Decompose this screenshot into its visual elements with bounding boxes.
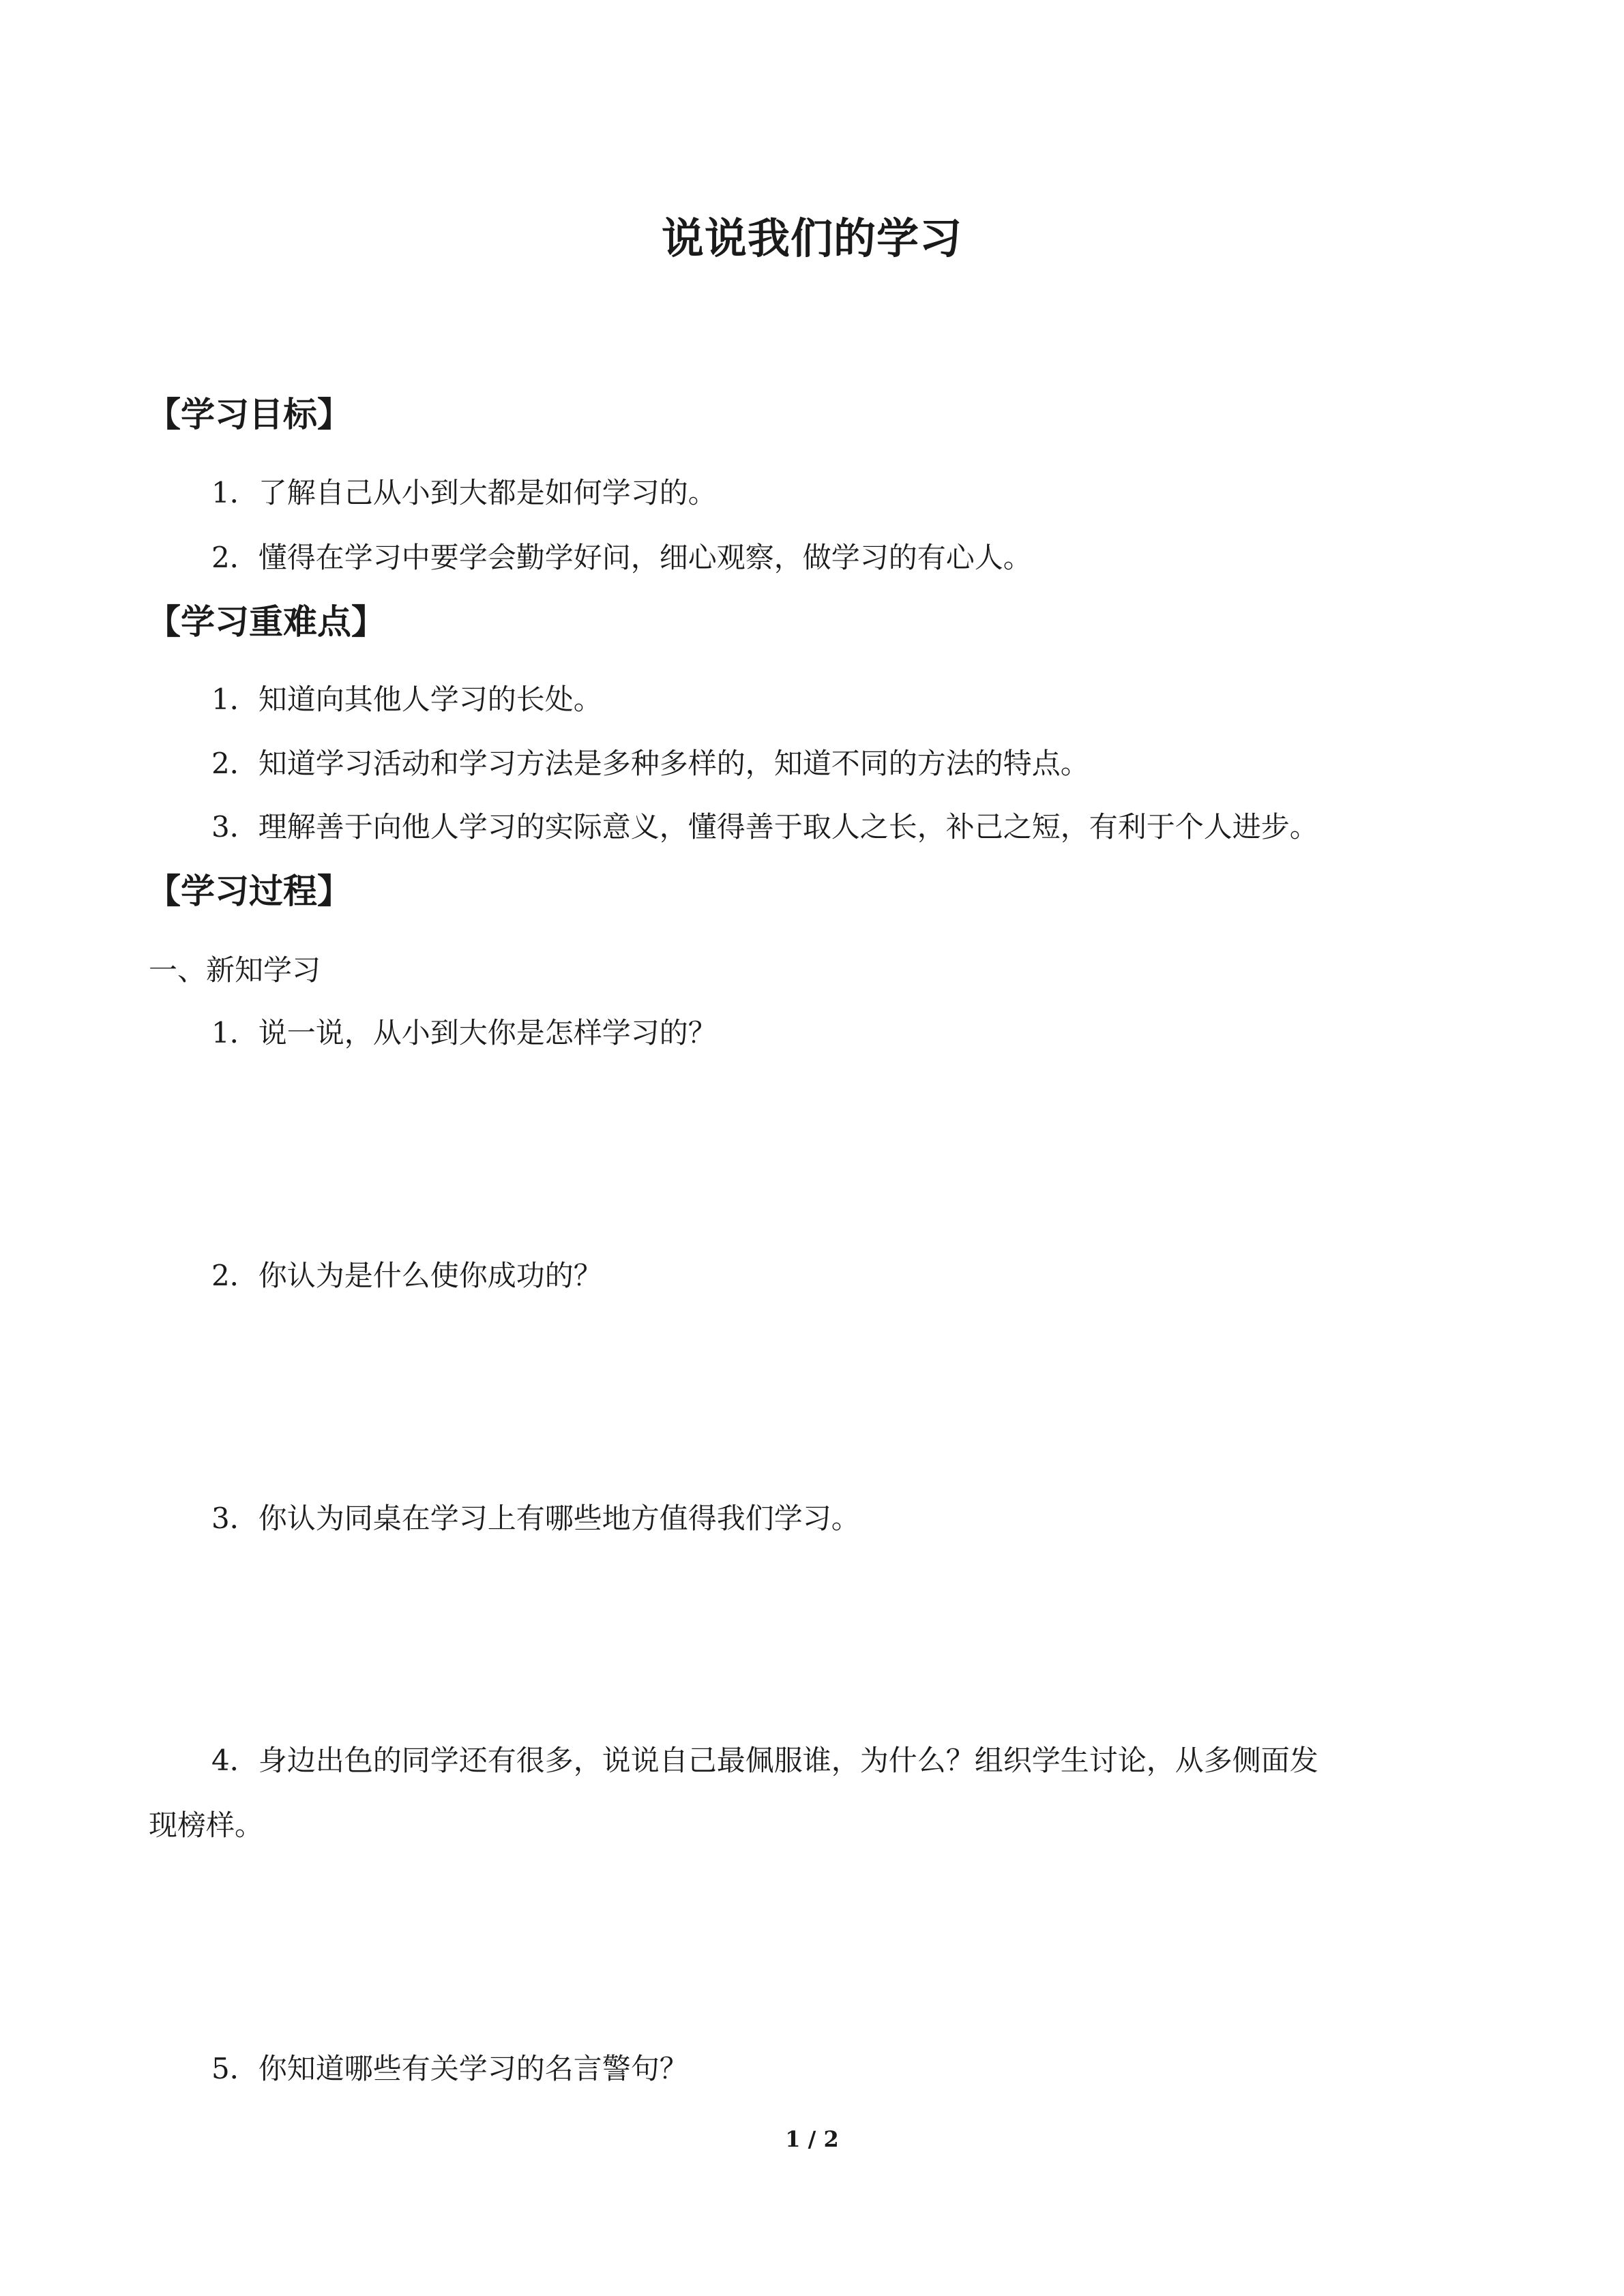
section-heading-key-points: 【学习重难点】 <box>147 602 385 642</box>
section-heading-process: 【学习过程】 <box>147 871 351 911</box>
key-point-item-1: 1．知道向其他人学习的长处。 <box>211 683 602 716</box>
page-title: 说说我们的学习 <box>661 213 962 263</box>
key-point-item-3: 3．理解善于向他人学习的实际意义，懂得善于取人之长，补己之短，有利于个人进步。 <box>211 810 1318 844</box>
section-heading-goals: 【学习目标】 <box>147 395 351 434</box>
goal-item-2: 2．懂得在学习中要学会勤学好问，细心观察，做学习的有心人。 <box>211 541 1032 574</box>
question-5: 5．你知道哪些有关学习的名言警句？ <box>211 2052 688 2085</box>
goal-item-1: 1．了解自己从小到大都是如何学习的。 <box>211 476 717 509</box>
key-point-item-2: 2．知道学习活动和学习方法是多种多样的，知道不同的方法的特点。 <box>211 747 1089 780</box>
question-1: 1．说一说，从小到大你是怎样学习的？ <box>211 1016 717 1049</box>
question-4-continuation: 现榜样。 <box>149 1808 264 1842</box>
process-subheading: 一、新知学习 <box>149 953 321 987</box>
question-4: 4．身边出色的同学还有很多，说说自己最佩服谁，为什么？组织学生讨论，从多侧面发 <box>211 1744 1318 1777</box>
page-number: 1 / 2 <box>785 2126 839 2152</box>
question-2: 2．你认为是什么使你成功的？ <box>211 1259 602 1292</box>
question-3: 3．你认为同桌在学习上有哪些地方值得我们学习。 <box>211 1502 860 1535</box>
